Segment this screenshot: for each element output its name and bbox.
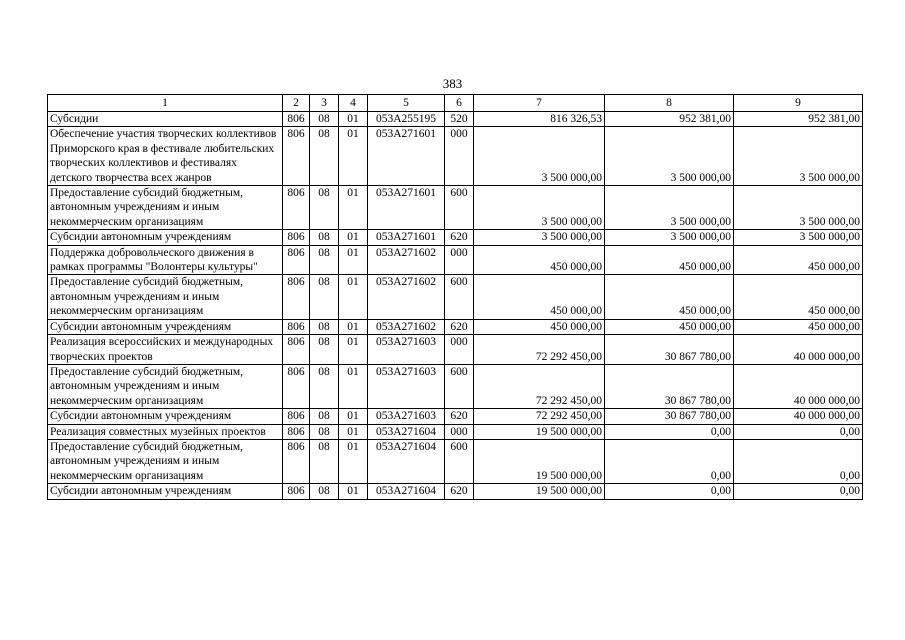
row-amount-col9: 0,00 bbox=[734, 439, 863, 483]
row-amount-col8: 3 500 000,00 bbox=[605, 186, 734, 230]
row-amount-col7: 72 292 450,00 bbox=[474, 409, 605, 424]
row-section-cell: 08 bbox=[310, 364, 339, 408]
budget-table bbox=[47, 94, 863, 500]
row-section-cell: 08 bbox=[310, 484, 339, 499]
row-expense-type-cell: 000 bbox=[445, 424, 474, 439]
row-amount-col8: 3 500 000,00 bbox=[605, 127, 734, 186]
row-subsection-cell: 01 bbox=[339, 335, 368, 365]
row-expense-type-cell: 620 bbox=[445, 484, 474, 499]
row-target-article-cell: 053A271601 bbox=[368, 127, 445, 186]
table-row bbox=[48, 319, 863, 334]
row-amount-col7: 450 000,00 bbox=[474, 245, 605, 275]
header-cell: 9 bbox=[734, 95, 863, 112]
row-name-cell: Субсидии bbox=[48, 112, 283, 127]
row-target-article-cell: 053A271603 bbox=[368, 409, 445, 424]
table-row bbox=[48, 275, 863, 319]
row-expense-type-cell: 620 bbox=[445, 230, 474, 245]
row-code-cell: 806 bbox=[283, 186, 310, 230]
row-target-article-cell: 053A255195 bbox=[368, 112, 445, 127]
row-amount-col9: 952 381,00 bbox=[734, 112, 863, 127]
row-expense-type-cell: 000 bbox=[445, 335, 474, 365]
row-amount-col8: 30 867 780,00 bbox=[605, 335, 734, 365]
table-row bbox=[48, 112, 863, 127]
row-target-article-cell: 053A271602 bbox=[368, 245, 445, 275]
row-amount-col9: 3 500 000,00 bbox=[734, 230, 863, 245]
row-amount-col8: 0,00 bbox=[605, 439, 734, 483]
row-name-cell: Реализация совместных музейных проектов bbox=[48, 424, 283, 439]
row-code-cell: 806 bbox=[283, 439, 310, 483]
row-name-cell: Субсидии автономным учреждениям bbox=[48, 484, 283, 499]
header-cell: 7 bbox=[474, 95, 605, 112]
row-name-cell: Обеспечение участия творческих коллективов Приморского края в фестивале любительских творческих коллективов и фестивалях детского творчества всех жанров bbox=[48, 127, 283, 186]
row-section-cell: 08 bbox=[310, 335, 339, 365]
table-row bbox=[48, 245, 863, 275]
row-amount-col7: 3 500 000,00 bbox=[474, 127, 605, 186]
row-amount-col8: 30 867 780,00 bbox=[605, 409, 734, 424]
table-row bbox=[48, 484, 863, 499]
row-amount-col7: 19 500 000,00 bbox=[474, 439, 605, 483]
row-target-article-cell: 053A271601 bbox=[368, 186, 445, 230]
row-amount-col7: 3 500 000,00 bbox=[474, 186, 605, 230]
row-expense-type-cell: 600 bbox=[445, 186, 474, 230]
row-amount-col7: 19 500 000,00 bbox=[474, 484, 605, 499]
row-code-cell: 806 bbox=[283, 127, 310, 186]
row-subsection-cell: 01 bbox=[339, 275, 368, 319]
row-amount-col7: 816 326,53 bbox=[474, 112, 605, 127]
row-subsection-cell: 01 bbox=[339, 409, 368, 424]
row-amount-col9: 0,00 bbox=[734, 424, 863, 439]
row-name-cell: Субсидии автономным учреждениям bbox=[48, 409, 283, 424]
header-cell: 3 bbox=[310, 95, 339, 112]
row-name-cell: Предоставление субсидий бюджетным, автономным учреждениям и иным некоммерческим организациям bbox=[48, 364, 283, 408]
row-amount-col9: 0,00 bbox=[734, 484, 863, 499]
row-code-cell: 806 bbox=[283, 112, 310, 127]
row-amount-col7: 3 500 000,00 bbox=[474, 230, 605, 245]
row-name-cell: Субсидии автономным учреждениям bbox=[48, 319, 283, 334]
row-section-cell: 08 bbox=[310, 409, 339, 424]
row-subsection-cell: 01 bbox=[339, 230, 368, 245]
row-code-cell: 806 bbox=[283, 319, 310, 334]
header-cell: 1 bbox=[48, 95, 283, 112]
row-section-cell: 08 bbox=[310, 245, 339, 275]
row-amount-col8: 952 381,00 bbox=[605, 112, 734, 127]
row-code-cell: 806 bbox=[283, 409, 310, 424]
row-subsection-cell: 01 bbox=[339, 439, 368, 483]
row-target-article-cell: 053A271604 bbox=[368, 439, 445, 483]
row-amount-col9: 450 000,00 bbox=[734, 245, 863, 275]
row-name-cell: Предоставление субсидий бюджетным, автономным учреждениям и иным некоммерческим организациям bbox=[48, 439, 283, 483]
row-section-cell: 08 bbox=[310, 112, 339, 127]
row-code-cell: 806 bbox=[283, 230, 310, 245]
row-amount-col7: 450 000,00 bbox=[474, 319, 605, 334]
row-amount-col8: 0,00 bbox=[605, 484, 734, 499]
row-target-article-cell: 053A271603 bbox=[368, 335, 445, 365]
row-amount-col8: 450 000,00 bbox=[605, 319, 734, 334]
row-section-cell: 08 bbox=[310, 424, 339, 439]
row-expense-type-cell: 000 bbox=[445, 127, 474, 186]
header-cell: 2 bbox=[283, 95, 310, 112]
row-subsection-cell: 01 bbox=[339, 186, 368, 230]
row-section-cell: 08 bbox=[310, 230, 339, 245]
table-row bbox=[48, 186, 863, 230]
row-amount-col9: 40 000 000,00 bbox=[734, 409, 863, 424]
row-subsection-cell: 01 bbox=[339, 364, 368, 408]
row-section-cell: 08 bbox=[310, 319, 339, 334]
row-expense-type-cell: 600 bbox=[445, 364, 474, 408]
header-cell: 5 bbox=[368, 95, 445, 112]
row-expense-type-cell: 000 bbox=[445, 245, 474, 275]
row-subsection-cell: 01 bbox=[339, 245, 368, 275]
row-code-cell: 806 bbox=[283, 245, 310, 275]
row-expense-type-cell: 600 bbox=[445, 439, 474, 483]
header-cell: 8 bbox=[605, 95, 734, 112]
row-name-cell: Предоставление субсидий бюджетным, автономным учреждениям и иным некоммерческим организациям bbox=[48, 186, 283, 230]
row-target-article-cell: 053A271604 bbox=[368, 484, 445, 499]
row-expense-type-cell: 620 bbox=[445, 409, 474, 424]
row-target-article-cell: 053A271604 bbox=[368, 424, 445, 439]
row-amount-col7: 19 500 000,00 bbox=[474, 424, 605, 439]
table-row bbox=[48, 439, 863, 483]
row-amount-col8: 0,00 bbox=[605, 424, 734, 439]
row-amount-col7: 72 292 450,00 bbox=[474, 335, 605, 365]
table-row bbox=[48, 409, 863, 424]
row-target-article-cell: 053A271601 bbox=[368, 230, 445, 245]
table-row bbox=[48, 335, 863, 365]
row-code-cell: 806 bbox=[283, 275, 310, 319]
header-cell: 4 bbox=[339, 95, 368, 112]
row-expense-type-cell: 620 bbox=[445, 319, 474, 334]
row-amount-col8: 450 000,00 bbox=[605, 245, 734, 275]
row-section-cell: 08 bbox=[310, 275, 339, 319]
row-amount-col9: 40 000 000,00 bbox=[734, 335, 863, 365]
row-subsection-cell: 01 bbox=[339, 424, 368, 439]
row-name-cell: Реализация всероссийских и международных творческих проектов bbox=[48, 335, 283, 365]
row-amount-col9: 450 000,00 bbox=[734, 319, 863, 334]
row-amount-col9: 3 500 000,00 bbox=[734, 127, 863, 186]
row-code-cell: 806 bbox=[283, 364, 310, 408]
row-amount-col9: 3 500 000,00 bbox=[734, 186, 863, 230]
row-section-cell: 08 bbox=[310, 439, 339, 483]
table-row bbox=[48, 230, 863, 245]
table-row bbox=[48, 364, 863, 408]
table-row bbox=[48, 424, 863, 439]
row-expense-type-cell: 600 bbox=[445, 275, 474, 319]
row-subsection-cell: 01 bbox=[339, 319, 368, 334]
row-code-cell: 806 bbox=[283, 424, 310, 439]
row-amount-col8: 30 867 780,00 bbox=[605, 364, 734, 408]
row-section-cell: 08 bbox=[310, 186, 339, 230]
table-body bbox=[48, 112, 863, 500]
row-section-cell: 08 bbox=[310, 127, 339, 186]
row-amount-col7: 450 000,00 bbox=[474, 275, 605, 319]
row-amount-col7: 72 292 450,00 bbox=[474, 364, 605, 408]
page-number: 383 bbox=[442, 76, 463, 91]
row-name-cell: Поддержка добровольческого движения в рамках программы "Волонтеры культуры" bbox=[48, 245, 283, 275]
row-code-cell: 806 bbox=[283, 484, 310, 499]
row-amount-col8: 3 500 000,00 bbox=[605, 230, 734, 245]
row-amount-col8: 450 000,00 bbox=[605, 275, 734, 319]
row-code-cell: 806 bbox=[283, 335, 310, 365]
row-subsection-cell: 01 bbox=[339, 484, 368, 499]
row-target-article-cell: 053A271602 bbox=[368, 319, 445, 334]
table-row bbox=[48, 127, 863, 186]
row-name-cell: Предоставление субсидий бюджетным, автономным учреждениям и иным некоммерческим организациям bbox=[48, 275, 283, 319]
row-name-cell: Субсидии автономным учреждениям bbox=[48, 230, 283, 245]
row-target-article-cell: 053A271603 bbox=[368, 364, 445, 408]
row-subsection-cell: 01 bbox=[339, 127, 368, 186]
header-cell: 6 bbox=[445, 95, 474, 112]
row-subsection-cell: 01 bbox=[339, 112, 368, 127]
row-target-article-cell: 053A271602 bbox=[368, 275, 445, 319]
row-expense-type-cell: 520 bbox=[445, 112, 474, 127]
row-amount-col9: 450 000,00 bbox=[734, 275, 863, 319]
row-amount-col9: 40 000 000,00 bbox=[734, 364, 863, 408]
header-row bbox=[48, 95, 863, 112]
